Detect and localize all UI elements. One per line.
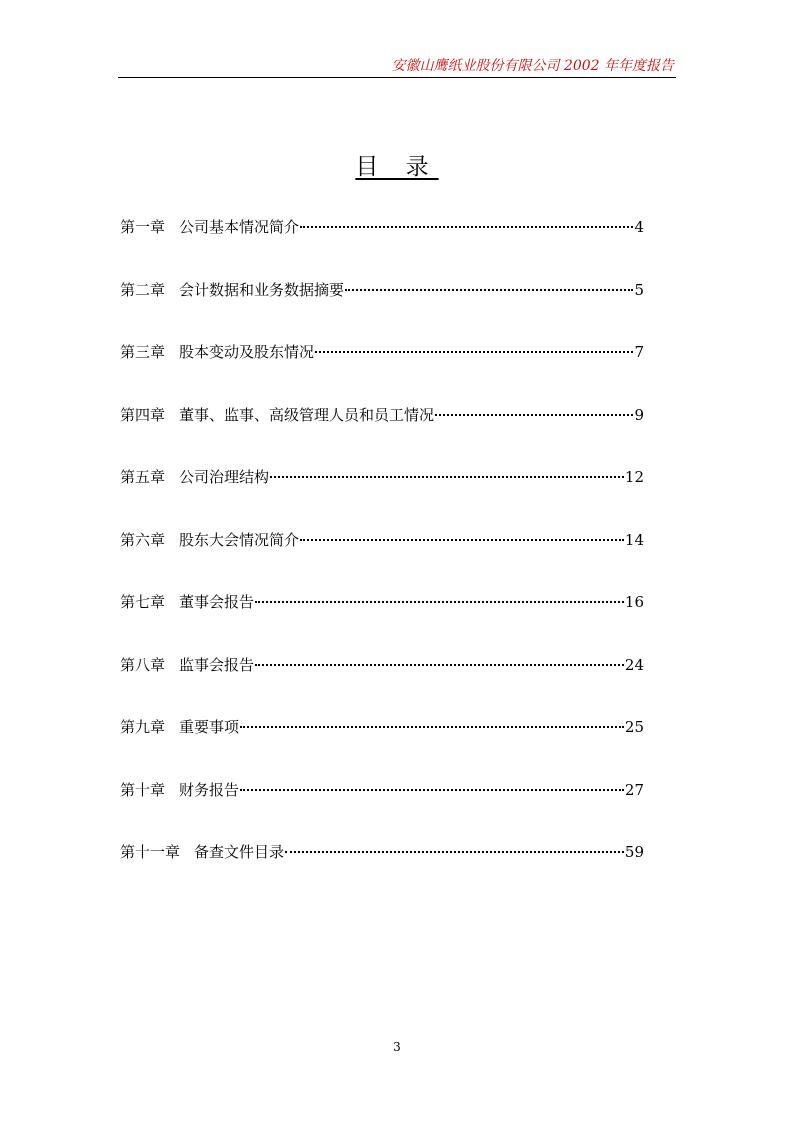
toc-chapter: 第七章 — [120, 593, 166, 611]
toc-title: 备查文件目录 — [194, 843, 285, 861]
toc-title: 董事会报告 — [179, 593, 255, 611]
toc-title: 监事会报告 — [179, 655, 255, 674]
toc-chapter: 第十章 — [120, 780, 166, 799]
dot-leader — [255, 601, 624, 603]
toc-title: 重要事项 — [179, 718, 240, 736]
toc-page-number: 12 — [624, 468, 644, 486]
dot-leader — [300, 226, 633, 228]
toc-entry-10[interactable] — [120, 779, 644, 842]
toc-chapter: 第二章 — [120, 280, 166, 299]
toc-chapter: 第四章 — [120, 405, 166, 424]
toc-page-number: 9 — [634, 405, 644, 424]
toc-chapter: 第九章 — [120, 718, 166, 736]
toc-entry-8[interactable] — [120, 654, 644, 717]
toc-entry-5[interactable] — [120, 466, 644, 529]
header-title: 安徽山鹰纸业股份有限公司 2002 年年度报告 — [391, 58, 674, 74]
dot-leader — [255, 664, 624, 666]
toc-title: 财务报告 — [179, 780, 240, 799]
page-number: 3 — [393, 1040, 401, 1054]
toc-chapter: 第六章 — [120, 530, 166, 549]
dot-leader — [300, 539, 624, 541]
dot-leader — [435, 414, 633, 416]
toc-page-number: 24 — [624, 655, 644, 674]
toc-page-number: 7 — [634, 343, 644, 361]
toc-entry-11[interactable] — [120, 841, 644, 904]
dot-leader — [240, 726, 624, 728]
toc-entry-3[interactable] — [120, 341, 644, 404]
toc-page-number: 16 — [624, 593, 644, 611]
table-of-contents — [120, 216, 644, 904]
toc-chapter: 第十一章 — [120, 843, 181, 861]
toc-entry-6[interactable] — [120, 529, 644, 592]
toc-page-number: 14 — [624, 530, 644, 549]
toc-title: 董事、监事、高级管理人员和员工情况 — [179, 405, 435, 424]
toc-heading: 目 录 — [355, 154, 439, 180]
toc-title: 公司治理结构 — [179, 468, 270, 486]
toc-page-number: 5 — [634, 280, 644, 299]
toc-page-number: 27 — [624, 780, 644, 799]
toc-chapter: 第五章 — [120, 468, 166, 486]
toc-entry-4[interactable] — [120, 404, 644, 467]
dot-leader — [240, 789, 624, 791]
toc-entry-7[interactable] — [120, 591, 644, 654]
toc-page-number: 25 — [624, 718, 644, 736]
page-header — [118, 53, 676, 78]
dot-leader — [315, 351, 633, 353]
toc-chapter: 第一章 — [120, 218, 166, 236]
toc-title: 股东大会情况简介 — [179, 530, 300, 549]
toc-title: 公司基本情况简介 — [179, 218, 300, 236]
dot-leader — [285, 851, 624, 853]
toc-page-number: 59 — [624, 843, 644, 861]
toc-entry-2[interactable] — [120, 279, 644, 342]
dot-leader — [270, 476, 624, 478]
toc-page-number: 4 — [634, 218, 644, 236]
dot-leader — [345, 289, 633, 291]
toc-chapter: 第三章 — [120, 343, 166, 361]
toc-chapter: 第八章 — [120, 655, 166, 674]
toc-title: 会计数据和业务数据摘要 — [179, 280, 345, 299]
toc-title: 股本变动及股东情况 — [179, 343, 315, 361]
toc-entry-1[interactable] — [120, 216, 644, 279]
toc-entry-9[interactable] — [120, 716, 644, 779]
